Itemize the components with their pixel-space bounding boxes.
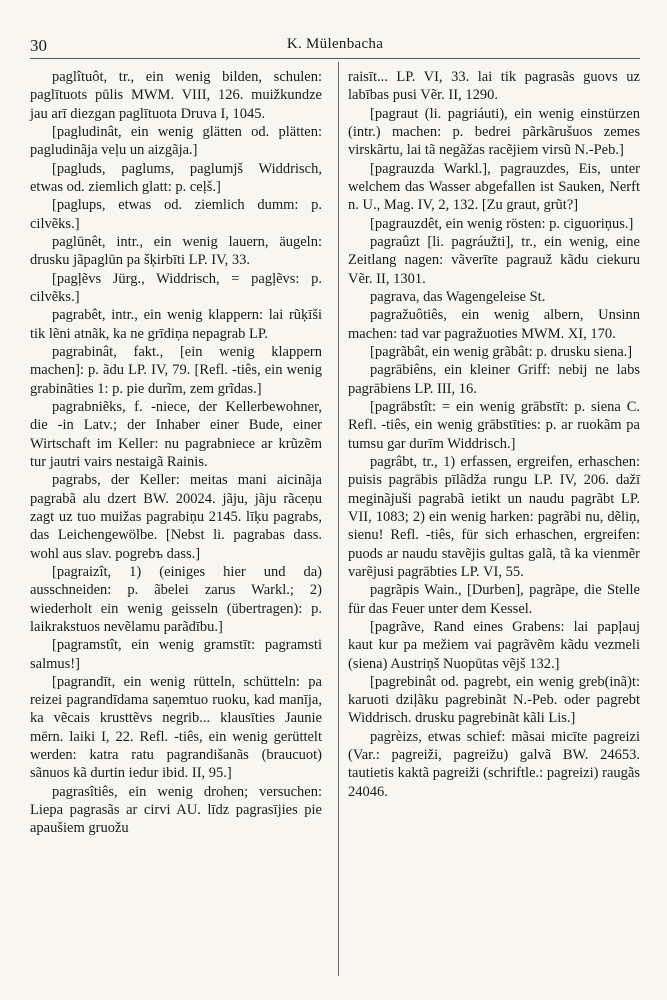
- dictionary-entry: pagrabinât, fakt., [ein wenig klappern machen]: p. ãdu LP. IV, 79. [Refl. -tiês, ein wenig grabinãties 1: p. pie durĩm, zem grĩdas.]: [30, 343, 322, 397]
- dictionary-entry: pagrābiêns, ein kleiner Griff: nebij ne labs pagrābiens LP. III, 16.: [348, 362, 640, 397]
- dictionary-entry: [pagramstît, ein wenig gramstīt: pagramsti salmus!]: [30, 637, 322, 672]
- dictionary-entry: [pagrauzda Warkl.], pagrauzdes, Eis, unter welchem das Wasser abgefallen ist Sauken, Nerft n. U., Mag. IV, 2, 132. [Zu graut, grũt?]: [348, 160, 640, 214]
- dictionary-entry: [pagrauzdêt, ein wenig rösten: p. ciguoriņus.]: [370, 215, 634, 232]
- dictionary-entry: pagrâbt, tr., 1) erfassen, ergreifen, erhaschen: puisis pagrābis pīlãdža rungu LP. IV, 206. dažī meginãjuši pagrabã ietikt un naudu pagrãbt LP. VII, 1083; 2) ein wenig harken: pagrãbi nu, dẽliņ, sienu! Refl. -tiês, für sich erhaschen, ergreifen: puods ar naudu stavẽjis gultas galã, tã ka vienmẽr varẽjusi pagrābties LP. VI, 55.: [348, 453, 640, 580]
- dictionary-entry: [pagludinât, ein wenig glätten od. plätten: pagludinãja veļu un aizgãja.]: [30, 123, 322, 159]
- dictionary-entry: pagražuôtiês, ein wenig albern, Unsinn machen: tad var pagražuoties MWM. XI, 170.: [348, 307, 640, 342]
- dictionary-entry: [paglups, etwas od. ziemlich dumm: p. cilvẽks.]: [30, 197, 322, 232]
- dictionary-entry: paglūnêt, intr., ein wenig lauern, äugeln: drusku jãpaglūn pa šķirbīti LP. IV, 33.: [30, 233, 322, 269]
- dictionary-entry: pagrasîtiês, ein wenig drohen; versuchen: Liepa pagrasãs ar cirvi AU. līdz pagrasījies pie apaušiem gruožu: [30, 783, 322, 837]
- dictionary-entry: pagrãpis Wain., [Durben], pagrãpe, die Stelle für das Feuer unter dem Kessel.: [348, 582, 640, 617]
- dictionary-entry: pagrèizs, etwas schief: mãsai micīte pagreizi (Var.: pagreiži, pagreižu) galvã BW. 24653. tautietis kaktã pagreiži (schriftle.: pagreizi) raugãs 24046.: [348, 728, 640, 800]
- dictionary-entry: paglîtuôt, tr., ein wenig bilden, schulen: paglītuots pūlis MWM. VIII, 126. muižkundze jau arī diezgan paglītuota Druva I, 1045.: [30, 69, 322, 122]
- right-column: [348, 68, 640, 801]
- dictionary-entry: pagrava, das Wagengeleise St.: [370, 288, 546, 305]
- left-column: [30, 68, 322, 838]
- page-header: [30, 36, 640, 59]
- dictionary-entry: [pagrandīt, ein wenig rütteln, schütteln: pa reizei pagrandīdama saņemtuo ruoku, kad manīja, ka vẽcais krusttẽvs negrib... klausīties Jaunie mērn. laiki I, 22. Refl. -tiês, ein wenig gerüttelt werden: katra ratu pagrandišanãs (braucuot) sãnuos kã durtin iedur ibid. II, 95.]: [30, 673, 322, 782]
- dictionary-entry: pagraûzt [li. pagráužti], tr., ein wenig, eine Zeitlang nagen: vãverīte pagrauž kãdu ciekuru Vẽr. II, 1301.: [348, 233, 640, 287]
- dictionary-entry: pagrabs, der Keller: meitas mani aicinãja pagrabã alu dzert BW. 20024. jãju, jãju rãceņu zagt uz tuo muižas pagrabiņu 2145. līķu pagrabs, das Leichengewölbe. [Nebst li. pagrabas dass. wohl aus slav. pogrebъ dass.]: [30, 472, 322, 562]
- dictionary-entry: [pagraizît, 1) (einiges hier und da) ausschneiden: p. ãbelei zarus Warkl.; 2) wiederholt ein wenig geisseln (übertragen): p. laikrakstuos nevẽlamu parãdību.]: [30, 563, 322, 635]
- column-divider: [338, 62, 339, 976]
- dictionary-entry: [pagrãve, Rand eines Grabens: lai papļauj kaut kur pa mežiem vai pagrãvẽm kãdu vezmeli (siena) Austriņš Nuopūtas vẽjš 132.]: [348, 618, 640, 672]
- dictionary-entry: [pagrābstît: = ein wenig grābstīt: p. siena C. Refl. -tiês, ein wenig grābstīties: p. ar ruokãm pa tumsu gar durīm Widdrisch.]: [348, 398, 640, 452]
- dictionary-entry-continued: raisīt... LP. VI, 33. lai tik pagrasãs guovs uz labības pusi Vẽr. II, 1290.: [348, 69, 640, 104]
- dictionary-entry: [pagļẽvs Jürg., Widdrisch, = pagļẽvs: p. cilvẽks.]: [30, 270, 322, 305]
- dictionary-entry: [pagrebinât od. pagrebt, ein wenig greb(inã)t: karuoti dziļãku pagrebinãt N.-Peb. oder pagrebt Widdrisch. drusku pagrebinãt kãli Lis.]: [348, 673, 640, 727]
- dictionary-entry: [pagraut (li. pagriáuti), ein wenig einstürzen (intr.) machen: p. bedrei pãrkãrušuos zemes virskãrtu, lai tã negãžas racẽjiem virsũ N.-Peb.]: [348, 105, 640, 159]
- dictionary-entry: [pagluds, paglums, paglumjš Widdrisch, etwas od. ziemlich glatt: p. ceļš.]: [30, 160, 322, 195]
- dictionary-entry: [pagrãbât, ein wenig grãbât: p. drusku siena.]: [370, 343, 633, 360]
- running-head: K. Mülenbacha: [286, 36, 384, 52]
- dictionary-entry: pagrabêt, intr., ein wenig klappern: lai rũķīši tik lẽni atnãk, ka ne grīdiņa nepagrab LP.: [30, 307, 322, 342]
- page-number: 30: [30, 36, 47, 55]
- dictionary-entry: pagrabniẽks, f. -niece, der Kellerbewohner, die -in Latv.; der Inhaber einer Bude, einer Wirtschaft im Keller: nu pagrabniece ar krũzẽm tur jautri vairs nestaigã Rainis.: [30, 398, 322, 470]
